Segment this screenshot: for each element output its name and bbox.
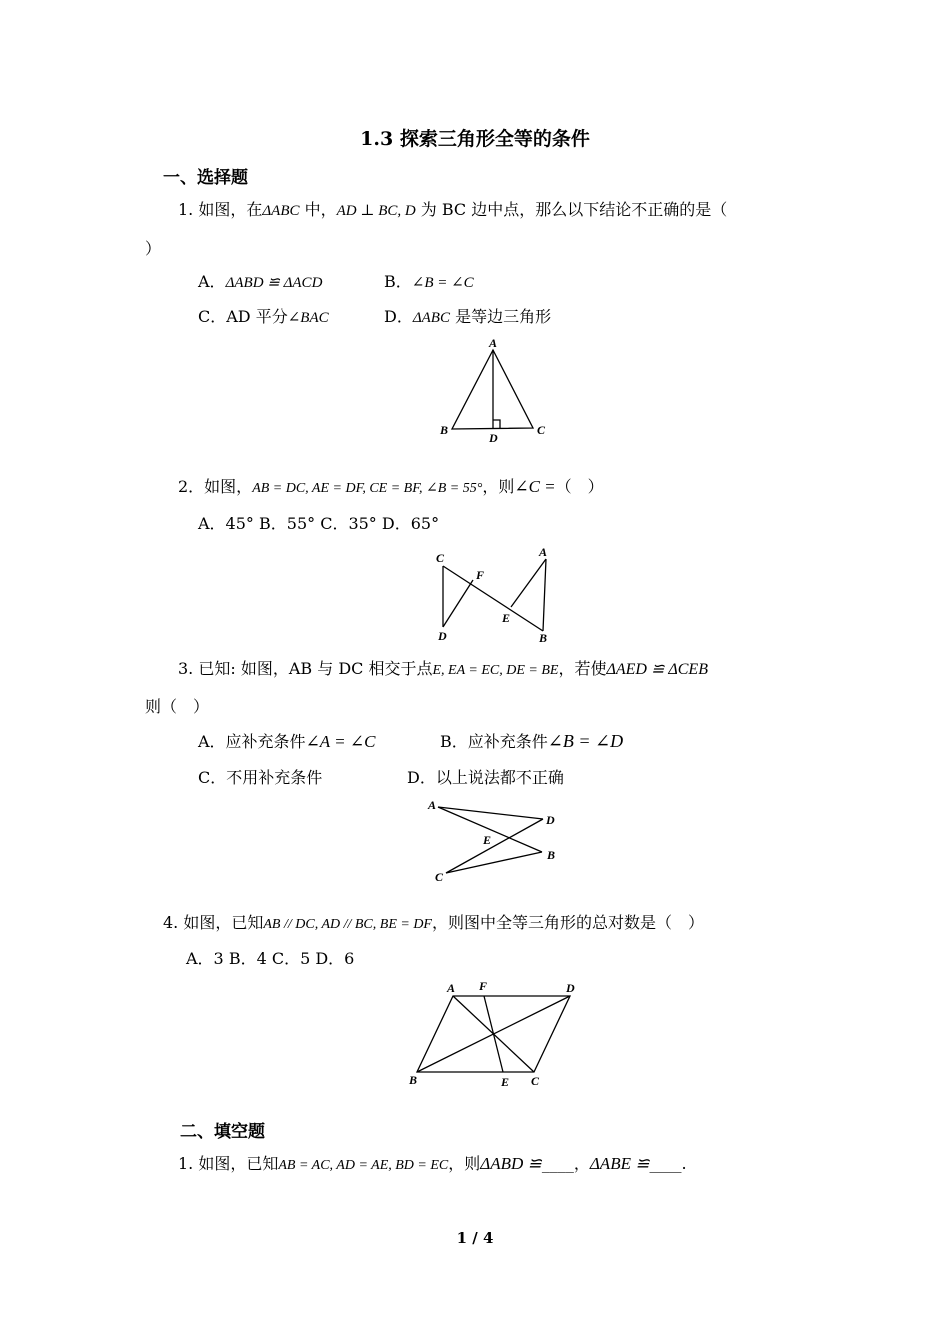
q4-math-1: AB // DC, AD // BC, BE = DF (263, 917, 432, 932)
fig4-label-e: E (501, 1075, 510, 1089)
q2-math-2: ∠C = (514, 477, 556, 496)
q1-math-2: AD ⊥ BC, D (336, 203, 416, 219)
figure-3-crossing-segments (420, 792, 570, 888)
fig4-label-f: F (479, 979, 488, 993)
section-heading-fill: 二、填空题 (180, 1122, 265, 1142)
q1-text-a: 1. 如图，在 (178, 200, 263, 219)
fig2-label-d: D (438, 629, 447, 643)
q3-option-d: D．以上说法都不正确 (407, 768, 564, 787)
q1-text-d: ） (145, 239, 162, 258)
q3-math-2: ΔAED ≌ ΔCEB (606, 661, 708, 678)
fig4-label-a: A (447, 981, 456, 995)
fig3-label-d: D (546, 813, 555, 827)
q3-option-b-math: ∠B = ∠D (547, 731, 624, 751)
q1-option-c-pre: AD 平分 (226, 307, 288, 326)
q4-text-b: ，则图中全等三角形的总对数是（ ） (431, 913, 704, 932)
q1-option-b (384, 269, 474, 292)
fig4-label-b: B (409, 1073, 418, 1087)
q3-option-a (198, 729, 375, 752)
figure-4-parallelogram (400, 976, 585, 1092)
f1-math-3: ΔABE ≌ (589, 1154, 650, 1173)
q1-option-c (198, 304, 329, 327)
q1-option-d-post: 是等边三角形 (449, 307, 552, 326)
fig2-label-c: C (436, 551, 445, 565)
fig3-label-a: A (428, 798, 437, 812)
q1-option-d (384, 304, 551, 327)
q2-text-a: 2．如图， (178, 477, 253, 496)
fig2-label-e: E (502, 611, 511, 625)
q3-option-c: C．不用补充条件 (198, 768, 323, 787)
question-1-line (178, 197, 727, 220)
f1-text-a: 1. 如图，已知 (178, 1154, 279, 1173)
fig1-label-a: A (489, 336, 498, 350)
fill-question-1-line (178, 1151, 687, 1174)
f1-math-2: ΔABD ≌ (480, 1154, 542, 1173)
q1-option-c-label: C． (198, 307, 227, 326)
question-4-line (163, 910, 704, 933)
fig2-label-a: A (539, 545, 548, 559)
q1-text-c: 为 BC 边中点，那么以下结论不正确的是（ (415, 200, 728, 219)
q1-option-b-math: ∠B = ∠C (411, 275, 474, 291)
q3-text-b: ，若使 (558, 659, 607, 678)
fig1-label-c: C (537, 423, 546, 437)
q3-option-b-text: B．应补充条件 (440, 732, 548, 751)
f1-text-b: ，则 (448, 1154, 481, 1173)
fig1-label-b: B (440, 423, 449, 437)
q1-option-b-label: B． (384, 272, 412, 291)
fig2-label-b: B (539, 631, 548, 645)
page-title: 1.3 探索三角形全等的条件 (360, 128, 590, 150)
fig1-label-d: D (489, 431, 498, 445)
q3-text-c: 则（ ） (145, 697, 210, 716)
f1-math-1: AB = AC, AD = AE, BD = EC (278, 1158, 449, 1173)
figure-1-isosceles-triangle (430, 334, 560, 449)
q1-option-a-label: A． (198, 272, 226, 291)
q1-text-b: 中， (299, 200, 337, 219)
q3-option-a-math: ∠A = ∠C (305, 732, 376, 751)
f1-end: . (681, 1154, 687, 1173)
q2-text-c: （ ） (555, 477, 604, 496)
figure-2-two-triangles (425, 540, 565, 648)
q1-option-d-label: D． (384, 307, 413, 326)
fig4-label-c: C (531, 1074, 540, 1088)
question-2-line (178, 474, 604, 497)
q1-option-c-math: ∠BAC (287, 310, 329, 326)
section-heading-choice: 一、选择题 (163, 168, 248, 188)
q2-math-1: AB = DC, AE = DF, CE = BF, ∠B = 55° (252, 481, 483, 496)
fig3-label-e: E (483, 833, 492, 847)
q2-text-b: ，则 (482, 477, 515, 496)
question-3-line (178, 656, 708, 679)
page-number: 1 / 4 (456, 1229, 494, 1247)
fig3-label-b: B (547, 848, 556, 862)
f1-sep: ， (573, 1154, 590, 1173)
fig2-label-f: F (476, 568, 485, 582)
q4-text-a: 4. 如图，已知 (163, 913, 264, 932)
q4-options: A．3 B．4 C．5 D．6 (186, 949, 355, 968)
q1-option-d-math: ΔABC (412, 310, 450, 326)
f1-blank-2: ____ (649, 1154, 682, 1173)
q3-text-a: 3. 已知: 如图，AB 与 DC 相交于点 (178, 659, 433, 678)
q2-options: A．45° B．55° C．35° D．65° (198, 514, 440, 533)
f1-blank-1: ____ (541, 1154, 574, 1173)
q1-option-a-math: ΔABD ≌ ΔACD (225, 275, 323, 291)
q3-option-a-text: A．应补充条件 (198, 732, 306, 751)
q3-math-1: E, EA = EC, DE = BE (432, 663, 559, 678)
fig4-label-d: D (566, 981, 575, 995)
fig3-label-c: C (435, 870, 444, 884)
q1-math-1: ΔABC (262, 203, 300, 219)
q1-option-a (198, 269, 322, 292)
q3-option-b (440, 729, 623, 752)
